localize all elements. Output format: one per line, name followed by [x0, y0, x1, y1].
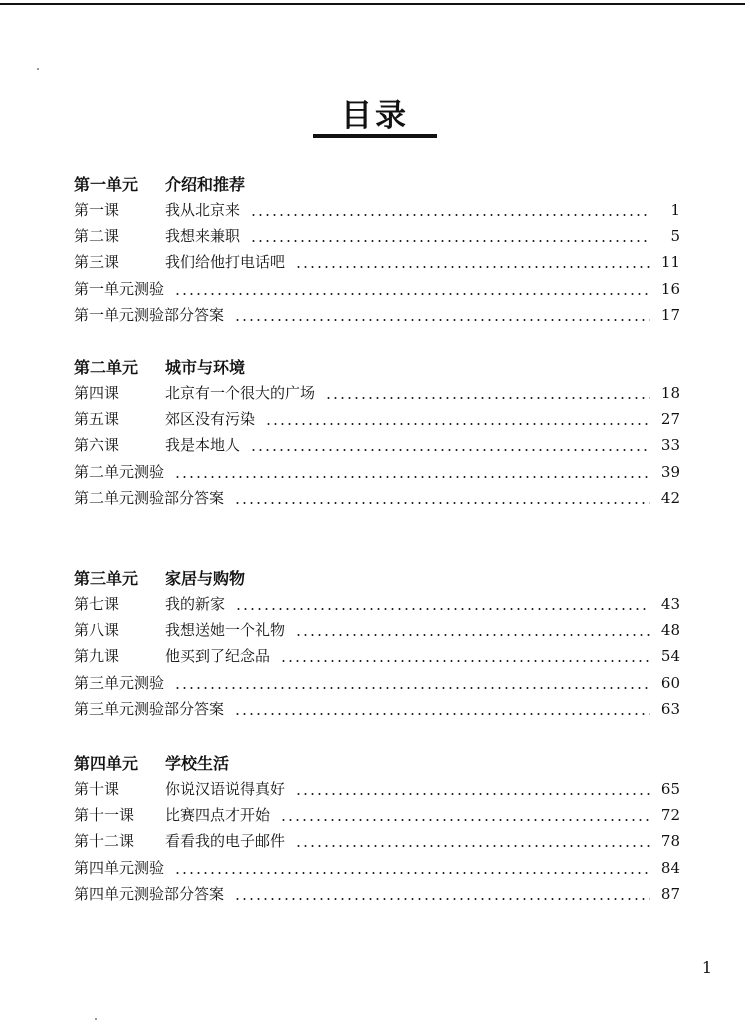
toc-entry[interactable]	[74, 197, 680, 223]
dot-leader	[295, 266, 650, 268]
entry-page-number: 11	[660, 253, 680, 272]
lesson-title: 我的新家	[165, 595, 226, 613]
entry-page-number: 48	[660, 621, 680, 640]
section-title: 第二单元测验	[74, 462, 165, 481]
lesson-title: 你说汉语说得真好	[165, 780, 286, 798]
lesson-title: 他买到了纪念品	[165, 647, 271, 666]
lesson-number: 第四课	[74, 384, 120, 402]
entry-page-number: 84	[660, 858, 680, 877]
toc-entry[interactable]	[74, 380, 680, 406]
dot-leader	[265, 423, 650, 425]
lesson-title: 看看我的电子邮件	[165, 832, 286, 851]
toc-entry[interactable]	[74, 223, 680, 249]
entry-page-number: 16	[660, 279, 680, 298]
unit-name: 家居与购物	[165, 569, 246, 588]
scan-speck	[37, 68, 39, 70]
toc-entry[interactable]	[74, 485, 680, 511]
lesson-number: 第八课	[74, 621, 120, 640]
toc-entry[interactable]	[74, 617, 680, 643]
lesson-number: 第十一课	[74, 806, 135, 825]
lesson-number: 第七课	[74, 595, 120, 613]
toc-entry[interactable]	[74, 249, 680, 275]
toc-entry[interactable]	[74, 406, 680, 432]
dot-leader	[234, 319, 650, 321]
section-title: 第四单元测验	[74, 858, 165, 877]
toc-entry[interactable]	[74, 776, 680, 802]
toc-entry[interactable]	[74, 881, 680, 907]
section-title: 第二单元测验部分答案	[74, 488, 225, 507]
dot-leader	[234, 502, 650, 504]
scan-speck	[95, 1018, 97, 1020]
entry-page-number: 43	[660, 595, 680, 613]
unit-name: 学校生活	[165, 754, 230, 773]
dot-leader	[250, 449, 650, 451]
lesson-number: 第九课	[74, 647, 120, 666]
unit-label: 第一单元	[74, 175, 139, 194]
toc-entry[interactable]	[74, 643, 680, 669]
page-number: 1	[701, 958, 712, 977]
section-title: 第四单元测验部分答案	[74, 884, 225, 903]
entry-page-number: 42	[660, 488, 680, 507]
toc-entry[interactable]	[74, 696, 680, 722]
entry-page-number: 63	[660, 699, 680, 718]
lesson-title: 我们给他打电话吧	[165, 253, 286, 272]
toc-entry[interactable]	[74, 802, 680, 828]
lesson-title: 郊区没有污染	[165, 410, 256, 429]
dot-leader	[250, 240, 650, 242]
dot-leader	[250, 214, 650, 216]
unit-label: 第四单元	[74, 754, 139, 773]
entry-page-number: 39	[660, 462, 680, 481]
entry-page-number: 78	[660, 832, 680, 851]
unit-name: 介绍和推荐	[165, 175, 246, 194]
unit-heading	[74, 753, 680, 775]
entry-page-number: 54	[660, 647, 680, 666]
entry-page-number: 72	[660, 806, 680, 825]
entry-page-number: 27	[660, 410, 680, 429]
toc-entry[interactable]	[74, 276, 680, 302]
toc-entry[interactable]	[74, 591, 680, 617]
entry-page-number: 60	[660, 673, 680, 692]
unit-label: 第二单元	[74, 358, 139, 377]
unit-heading	[74, 568, 680, 590]
unit-heading	[74, 174, 680, 196]
title-underline	[313, 134, 437, 138]
dot-leader	[234, 713, 650, 715]
lesson-title: 北京有一个很大的广场	[165, 384, 316, 402]
entry-page-number: 65	[660, 780, 680, 798]
page-title: 目录	[341, 98, 409, 134]
dot-leader	[174, 293, 650, 295]
toc-entry[interactable]	[74, 302, 680, 328]
entry-page-number: 87	[660, 884, 680, 903]
entry-page-number: 1	[670, 201, 680, 219]
dot-leader	[174, 872, 650, 874]
lesson-number: 第十二课	[74, 832, 135, 851]
entry-page-number: 33	[660, 436, 680, 455]
unit-heading	[74, 357, 680, 379]
section-title: 第一单元测验部分答案	[74, 305, 225, 324]
section-title: 第一单元测验	[74, 279, 165, 298]
lesson-number: 第三课	[74, 253, 120, 272]
toc-entry[interactable]	[74, 670, 680, 696]
lesson-title: 我想送她一个礼物	[165, 621, 286, 640]
top-border-rule	[0, 3, 745, 5]
toc-entry[interactable]	[74, 855, 680, 881]
dot-leader	[280, 819, 650, 821]
toc-entry[interactable]	[74, 432, 680, 458]
section-title: 第三单元测验	[74, 673, 165, 692]
dot-leader	[295, 634, 650, 636]
lesson-number: 第十课	[74, 780, 120, 798]
toc-entry[interactable]	[74, 828, 680, 854]
unit-label: 第三单元	[74, 569, 139, 588]
unit-name: 城市与环境	[165, 358, 246, 377]
entry-page-number: 18	[660, 384, 680, 402]
entry-page-number: 5	[670, 227, 680, 246]
lesson-title: 比赛四点才开始	[165, 806, 271, 825]
lesson-number: 第六课	[74, 436, 120, 455]
section-title: 第三单元测验部分答案	[74, 699, 225, 718]
dot-leader	[295, 793, 650, 795]
dot-leader	[325, 397, 650, 399]
toc-entry[interactable]	[74, 459, 680, 485]
lesson-title: 我是本地人	[165, 436, 241, 455]
entry-page-number: 17	[660, 305, 680, 324]
dot-leader	[235, 608, 650, 610]
lesson-number: 第五课	[74, 410, 120, 429]
dot-leader	[295, 845, 650, 847]
dot-leader	[174, 687, 650, 689]
dot-leader	[280, 660, 650, 662]
lesson-title: 我从北京来	[165, 201, 241, 219]
dot-leader	[174, 476, 650, 478]
lesson-title: 我想来兼职	[165, 227, 241, 246]
lesson-number: 第二课	[74, 227, 120, 246]
dot-leader	[234, 898, 650, 900]
lesson-number: 第一课	[74, 201, 120, 219]
